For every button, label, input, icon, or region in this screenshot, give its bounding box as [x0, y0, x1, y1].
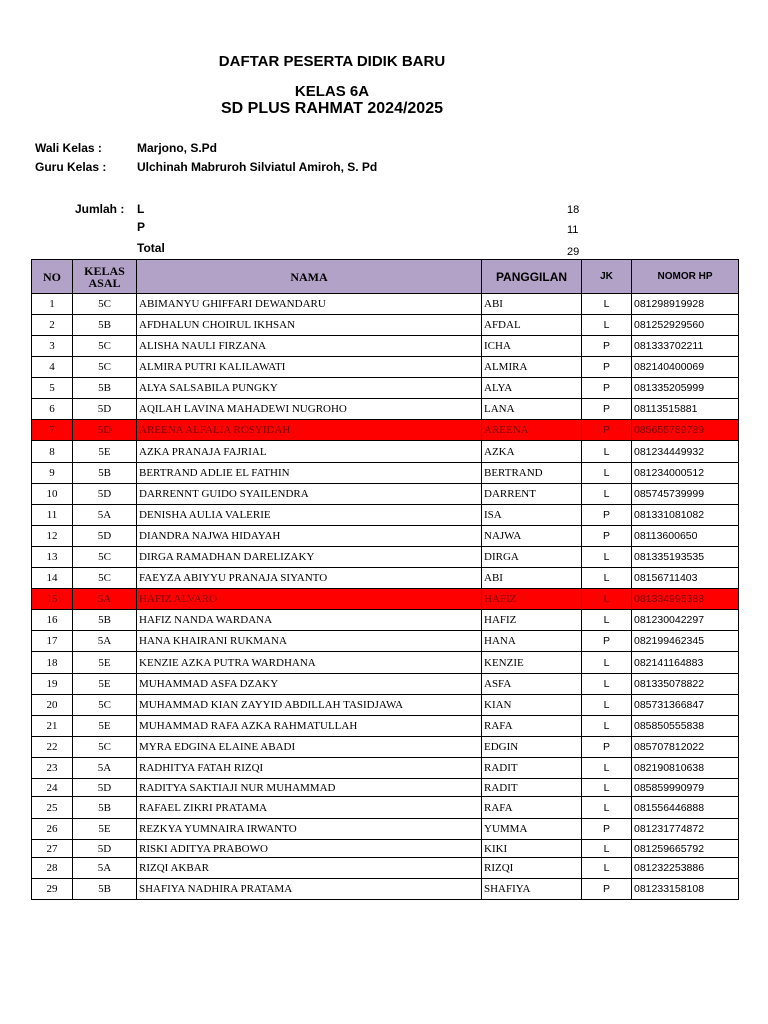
header-kelas-line2: ASAL [88, 275, 121, 290]
cell-no: 10 [32, 484, 73, 505]
cell-kelas-asal: 5D [73, 840, 137, 858]
cell-nomor-hp: 081259665792 [632, 840, 739, 858]
cell-nomor-hp: 082140400069 [632, 357, 739, 378]
cell-kelas-asal: 5A [73, 589, 137, 610]
cell-no: 15 [32, 589, 73, 610]
cell-no: 4 [32, 357, 73, 378]
cell-nomor-hp: 08156711403 [632, 568, 739, 589]
cell-kelas-asal: 5C [73, 336, 137, 357]
cell-no: 7 [32, 420, 73, 441]
cell-nama: ALISHA NAULI FIRZANA [137, 336, 482, 357]
cell-kelas-asal: 5D [73, 779, 137, 797]
cell-nomor-hp: 081234000512 [632, 463, 739, 484]
table-row [32, 737, 739, 758]
cell-no: 18 [32, 652, 73, 674]
cell-nomor-hp: 082199462345 [632, 631, 739, 652]
cell-jk: P [582, 526, 632, 547]
cell-jk: P [582, 357, 632, 378]
cell-kelas-asal: 5B [73, 315, 137, 336]
cell-kelas-asal: 5D [73, 399, 137, 420]
cell-jk: L [582, 315, 632, 336]
table-row [32, 294, 739, 315]
table-row [32, 589, 739, 610]
cell-nomor-hp: 085731366847 [632, 695, 739, 716]
table-row [32, 336, 739, 357]
cell-jk: L [582, 779, 632, 797]
cell-no: 23 [32, 758, 73, 779]
cell-jk: L [582, 463, 632, 484]
cell-panggilan: HANA [482, 631, 582, 652]
header-kelas-line1: KELAS [84, 263, 125, 278]
cell-nama: AFDHALUN CHOIRUL IKHSAN [137, 315, 482, 336]
l-count: 18 [567, 204, 580, 216]
cell-panggilan: KIAN [482, 695, 582, 716]
cell-no: 27 [32, 840, 73, 858]
cell-kelas-asal: 5A [73, 758, 137, 779]
cell-kelas-asal: 5D [73, 420, 137, 441]
header-nama: NAMA [137, 260, 482, 294]
table-row [32, 674, 739, 695]
cell-nama: FAEYZA ABIYYU PRANAJA SIYANTO [137, 568, 482, 589]
cell-kelas-asal: 5E [73, 441, 137, 463]
cell-panggilan: SHAFIYA [482, 879, 582, 900]
cell-no: 12 [32, 526, 73, 547]
table-row [32, 695, 739, 716]
cell-jk: P [582, 399, 632, 420]
cell-panggilan: AREENA [482, 420, 582, 441]
cell-panggilan: EDGIN [482, 737, 582, 758]
cell-nomor-hp: 085850555838 [632, 716, 739, 737]
cell-no: 16 [32, 610, 73, 631]
cell-nama: AZKA PRANAJA FAJRIAL [137, 441, 482, 463]
cell-kelas-asal: 5C [73, 568, 137, 589]
cell-nomor-hp: 085745739999 [632, 484, 739, 505]
cell-nama: DARRENNT GUIDO SYAILENDRA [137, 484, 482, 505]
cell-panggilan: HAFIZ [482, 589, 582, 610]
cell-jk: P [582, 819, 632, 840]
cell-nama: RADHITYA FATAH RIZQI [137, 758, 482, 779]
cell-panggilan: LANA [482, 399, 582, 420]
cell-jk: L [582, 797, 632, 819]
cell-panggilan: YUMMA [482, 819, 582, 840]
cell-no: 17 [32, 631, 73, 652]
cell-no: 13 [32, 547, 73, 568]
cell-jk: L [582, 840, 632, 858]
cell-kelas-asal: 5B [73, 610, 137, 631]
cell-jk: P [582, 879, 632, 900]
table-row [32, 357, 739, 378]
cell-jk: L [582, 674, 632, 695]
cell-panggilan: KENZIE [482, 652, 582, 674]
cell-panggilan: NAJWA [482, 526, 582, 547]
cell-kelas-asal: 5D [73, 484, 137, 505]
cell-panggilan: HAFIZ [482, 610, 582, 631]
cell-no: 26 [32, 819, 73, 840]
cell-panggilan: KIKI [482, 840, 582, 858]
cell-nomor-hp: 085707812022 [632, 737, 739, 758]
cell-panggilan: ICHA [482, 336, 582, 357]
cell-panggilan: ABI [482, 568, 582, 589]
document-title: DAFTAR PESERTA DIDIK BARU [218, 53, 446, 70]
cell-nama: RAFAEL ZIKRI PRATAMA [137, 797, 482, 819]
cell-kelas-asal: 5D [73, 526, 137, 547]
cell-no: 14 [32, 568, 73, 589]
jumlah-label: Jumlah : [75, 202, 125, 216]
header-nomor-hp: NOMOR HP [632, 260, 739, 294]
cell-kelas-asal: 5B [73, 797, 137, 819]
cell-jk: P [582, 420, 632, 441]
cell-jk: P [582, 336, 632, 357]
cell-kelas-asal: 5C [73, 737, 137, 758]
cell-nomor-hp: 081232253886 [632, 858, 739, 879]
table-row [32, 315, 739, 336]
cell-nomor-hp: 081335193535 [632, 547, 739, 568]
table-row [32, 797, 739, 819]
cell-kelas-asal: 5C [73, 547, 137, 568]
cell-nama: REZKYA YUMNAIRA IRWANTO [137, 819, 482, 840]
cell-kelas-asal: 5E [73, 652, 137, 674]
cell-nama: HAFIZ ALVARO [137, 589, 482, 610]
cell-kelas-asal: 5C [73, 695, 137, 716]
wali-value: Marjono, S.Pd [137, 141, 218, 155]
cell-nama: HAFIZ NANDA WARDANA [137, 610, 482, 631]
cell-nama: RADITYA SAKTIAJI NUR MUHAMMAD [137, 779, 482, 797]
table-row [32, 779, 739, 797]
cell-panggilan: ALYA [482, 378, 582, 399]
wali-label: Wali Kelas : [35, 141, 102, 155]
cell-no: 28 [32, 858, 73, 879]
cell-panggilan: ABI [482, 294, 582, 315]
cell-nama: SHAFIYA NADHIRA PRATAMA [137, 879, 482, 900]
cell-panggilan: RADIT [482, 779, 582, 797]
cell-no: 8 [32, 441, 73, 463]
header-no: NO [32, 260, 73, 294]
header-panggilan: PANGGILAN [482, 260, 582, 294]
cell-jk: L [582, 652, 632, 674]
cell-jk: P [582, 505, 632, 526]
table-row [32, 652, 739, 674]
cell-nama: BERTRAND ADLIE EL FATHIN [137, 463, 482, 484]
cell-jk: L [582, 695, 632, 716]
cell-nomor-hp: 082141164883 [632, 652, 739, 674]
student-table [31, 259, 739, 900]
table-row [32, 505, 739, 526]
table-row [32, 758, 739, 779]
cell-jk: P [582, 631, 632, 652]
cell-nomor-hp: 081335078822 [632, 674, 739, 695]
cell-jk: P [582, 737, 632, 758]
cell-nomor-hp: 081230042297 [632, 610, 739, 631]
table-row [32, 484, 739, 505]
table-row [32, 840, 739, 858]
cell-nomor-hp: 081234449932 [632, 441, 739, 463]
table-row [32, 420, 739, 441]
cell-panggilan: DIRGA [482, 547, 582, 568]
cell-kelas-asal: 5E [73, 716, 137, 737]
cell-no: 20 [32, 695, 73, 716]
cell-panggilan: RIZQI [482, 858, 582, 879]
total-count: 29 [567, 246, 580, 258]
cell-nomor-hp: 08113515881 [632, 399, 739, 420]
cell-nama: HANA KHAIRANI RUKMANA [137, 631, 482, 652]
cell-kelas-asal: 5C [73, 357, 137, 378]
header-kelas-asal [73, 260, 137, 294]
cell-nomor-hp: 08113600650 [632, 526, 739, 547]
p-count: 11 [567, 224, 579, 236]
table-row [32, 441, 739, 463]
cell-nomor-hp: 081333702211 [632, 336, 739, 357]
cell-jk: L [582, 589, 632, 610]
cell-nomor-hp: 081556446888 [632, 797, 739, 819]
total-label: Total [137, 241, 165, 255]
cell-kelas-asal: 5B [73, 463, 137, 484]
table-header-row [32, 260, 739, 294]
cell-no: 3 [32, 336, 73, 357]
cell-panggilan: RAFA [482, 716, 582, 737]
cell-jk: L [582, 858, 632, 879]
cell-jk: L [582, 441, 632, 463]
cell-no: 2 [32, 315, 73, 336]
cell-no: 6 [32, 399, 73, 420]
cell-panggilan: ALMIRA [482, 357, 582, 378]
guru-value: Ulchinah Mabruroh Silviatul Amiroh, S. Pd [137, 160, 378, 174]
cell-kelas-asal: 5E [73, 819, 137, 840]
guru-label: Guru Kelas : [35, 160, 107, 174]
cell-nomor-hp: 081331081082 [632, 505, 739, 526]
cell-no: 21 [32, 716, 73, 737]
cell-nomor-hp: 081233158108 [632, 879, 739, 900]
cell-no: 29 [32, 879, 73, 900]
cell-jk: L [582, 758, 632, 779]
table-row [32, 631, 739, 652]
cell-kelas-asal: 5B [73, 378, 137, 399]
cell-panggilan: RAFA [482, 797, 582, 819]
cell-no: 9 [32, 463, 73, 484]
cell-nomor-hp: 081334995388 [632, 589, 739, 610]
table-row [32, 858, 739, 879]
cell-kelas-asal: 5E [73, 674, 137, 695]
cell-nama: RIZQI AKBAR [137, 858, 482, 879]
cell-nama: DENISHA AULIA VALERIE [137, 505, 482, 526]
cell-panggilan: RADIT [482, 758, 582, 779]
cell-nomor-hp: 081335205999 [632, 378, 739, 399]
cell-nama: MYRA EDGINA ELAINE ABADI [137, 737, 482, 758]
cell-panggilan: DARRENT [482, 484, 582, 505]
cell-nomor-hp: 081231774872 [632, 819, 739, 840]
cell-jk: L [582, 568, 632, 589]
school-name: SD PLUS RAHMAT 2024/2025 [221, 100, 443, 117]
cell-jk: P [582, 378, 632, 399]
cell-jk: L [582, 610, 632, 631]
cell-nama: AQILAH LAVINA MAHADEWI NUGROHO [137, 399, 482, 420]
l-label: L [137, 202, 145, 216]
cell-kelas-asal: 5A [73, 631, 137, 652]
header-jk: JK [582, 260, 632, 294]
table-row [32, 716, 739, 737]
cell-no: 25 [32, 797, 73, 819]
cell-nama: ABIMANYU GHIFFARI DEWANDARU [137, 294, 482, 315]
p-label: P [137, 220, 146, 234]
cell-nama: AREENA ALFALIA ROSYIDAH [137, 420, 482, 441]
cell-nama: MUHAMMAD RAFA AZKA RAHMATULLAH [137, 716, 482, 737]
cell-no: 19 [32, 674, 73, 695]
cell-no: 22 [32, 737, 73, 758]
cell-no: 24 [32, 779, 73, 797]
table-row [32, 378, 739, 399]
cell-no: 11 [32, 505, 73, 526]
cell-nomor-hp: 085859990979 [632, 779, 739, 797]
cell-kelas-asal: 5B [73, 879, 137, 900]
cell-panggilan: ISA [482, 505, 582, 526]
cell-nama: KENZIE AZKA PUTRA WARDHANA [137, 652, 482, 674]
cell-panggilan: AFDAL [482, 315, 582, 336]
cell-nama: ALMIRA PUTRI KALILAWATI [137, 357, 482, 378]
cell-panggilan: AZKA [482, 441, 582, 463]
cell-nama: MUHAMMAD ASFA DZAKY [137, 674, 482, 695]
cell-panggilan: ASFA [482, 674, 582, 695]
cell-nama: DIRGA RAMADHAN DARELIZAKY [137, 547, 482, 568]
cell-no: 5 [32, 378, 73, 399]
table-row [32, 547, 739, 568]
cell-nama: DIANDRA NAJWA HIDAYAH [137, 526, 482, 547]
table-row [32, 399, 739, 420]
cell-panggilan: BERTRAND [482, 463, 582, 484]
cell-jk: L [582, 547, 632, 568]
cell-nomor-hp: 082190810638 [632, 758, 739, 779]
cell-no: 1 [32, 294, 73, 315]
cell-nama: ALYA SALSABILA PUNGKY [137, 378, 482, 399]
cell-kelas-asal: 5A [73, 858, 137, 879]
table-row [32, 879, 739, 900]
cell-kelas-asal: 5C [73, 294, 137, 315]
table-row [32, 526, 739, 547]
cell-jk: L [582, 484, 632, 505]
cell-jk: L [582, 716, 632, 737]
table-row [32, 463, 739, 484]
cell-kelas-asal: 5A [73, 505, 137, 526]
table-row [32, 819, 739, 840]
cell-nomor-hp: 081252929560 [632, 315, 739, 336]
cell-nomor-hp: 081298919928 [632, 294, 739, 315]
table-row [32, 610, 739, 631]
cell-nomor-hp: 085655789789 [632, 420, 739, 441]
cell-jk: L [582, 294, 632, 315]
cell-nama: RISKI ADITYA PRABOWO [137, 840, 482, 858]
class-name: KELAS 6A [294, 83, 370, 100]
cell-nama: MUHAMMAD KIAN ZAYYID ABDILLAH TASIDJAWA [137, 695, 482, 716]
table-row [32, 568, 739, 589]
